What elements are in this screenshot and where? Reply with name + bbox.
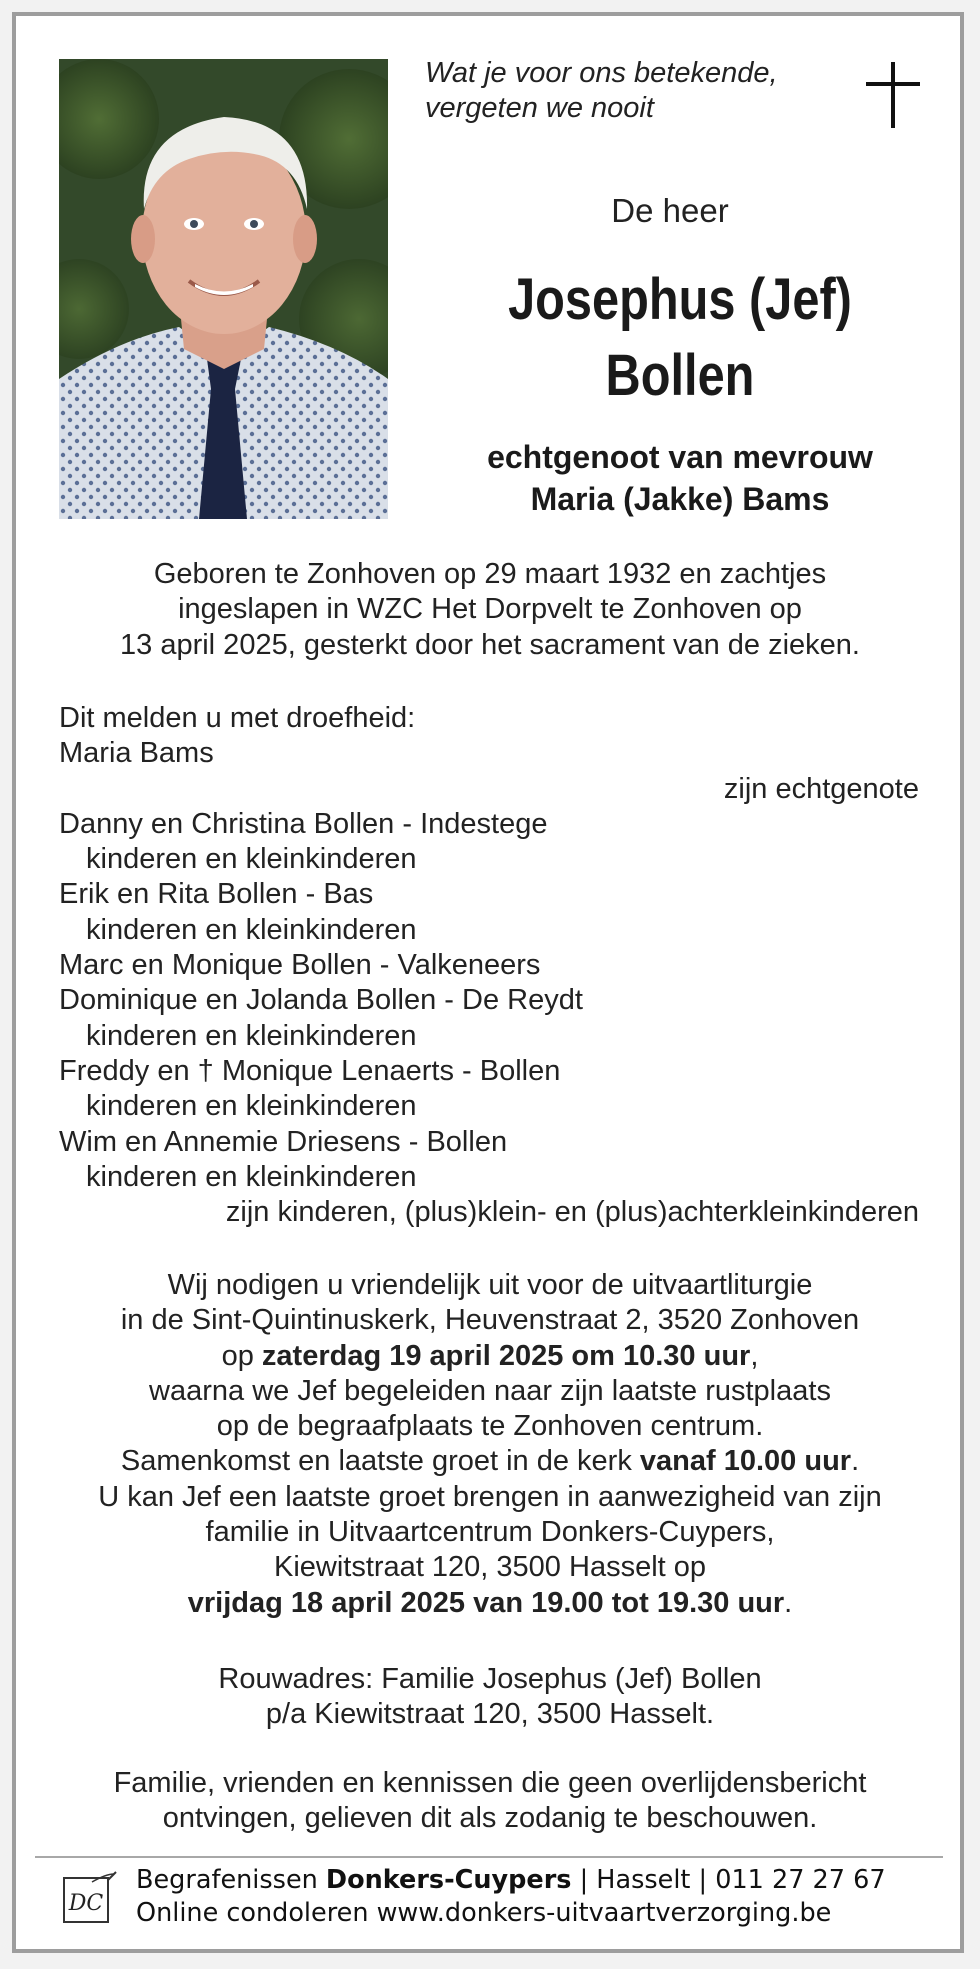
name-line: Josephus (Jef)	[508, 267, 852, 332]
notice-paragraph	[30, 1766, 950, 1837]
invite-line: in de Sint-Quintinuskerk, Heuvenstraat 2, 3520 Zonhoven	[120, 1304, 860, 1337]
invite-line: Wij nodigen u vriendelijk uit voor de uitvaartliturgie	[167, 1269, 813, 1301]
family-child-sub: kinderen en kleinkinderen	[86, 1160, 417, 1193]
condolence-link[interactable]: Online condoleren www.donkers-uitvaartverzorging.be	[136, 1898, 832, 1928]
invite-line	[30, 1586, 950, 1621]
invite-text: .	[784, 1586, 793, 1619]
family-child-sub: kinderen en kleinkinderen	[86, 843, 417, 876]
notice-line: ontvingen, gelieven dit als zodanig te beschouwen.	[162, 1802, 818, 1835]
invite-text: ,	[750, 1339, 759, 1372]
paragraph-line: ingeslapen in WZC Het Dorpvelt te Zonhoven op	[178, 593, 802, 626]
invite-line: waarna we Jef begeleiden naar zijn laatste rustplaats	[149, 1374, 831, 1407]
quote-line: Wat je voor ons betekende,	[425, 57, 778, 89]
family-child-name: Danny en Christina Bollen - Indestege	[59, 807, 548, 840]
latin-cross-icon	[866, 62, 920, 128]
paragraph-line: 13 april 2025, gesterkt door het sacrament van de zieken.	[120, 628, 860, 661]
invite-line: U kan Jef een laatste groet brengen in aanwezigheid van zijn	[98, 1480, 882, 1513]
memorial-quote	[425, 56, 778, 127]
family-child-sub: kinderen en kleinkinderen	[86, 1019, 417, 1052]
invite-text: Samenkomst en laatste groet in de kerk	[120, 1445, 640, 1478]
birth-death-paragraph	[30, 557, 950, 663]
funeral-invitation	[30, 1268, 950, 1621]
family-child-name: Erik en Rita Bollen - Bas	[59, 878, 374, 911]
invite-line: Kiewitstraat 120, 3500 Hasselt op	[273, 1551, 707, 1584]
family-child-sub: kinderen en kleinkinderen	[86, 913, 417, 946]
footer-line-1	[136, 1864, 886, 1897]
notice-line: Familie, vrienden en kennissen die geen overlijdensbericht	[113, 1767, 867, 1799]
address-line: p/a Kiewitstraat 120, 3500 Hasselt.	[265, 1698, 715, 1731]
footer-text: Begrafenissen	[136, 1865, 326, 1895]
family-spouse-role: zijn echtgenote	[723, 772, 919, 805]
dc-logo-icon	[62, 1870, 118, 1926]
mourning-address	[30, 1662, 950, 1733]
logo-text: DC	[68, 1891, 104, 1916]
portrait-photo	[59, 59, 388, 519]
address-line: Rouwadres: Familie Josephus (Jef) Bollen	[218, 1663, 762, 1695]
company-name: Donkers-Cuypers	[325, 1865, 572, 1895]
footer-text: | Hasselt | 011 27 27 67	[571, 1865, 886, 1895]
paragraph-line: Geboren te Zonhoven op 29 maart 1932 en zachtjes	[153, 558, 827, 590]
invite-line: op de begraafplaats te Zonhoven centrum.	[216, 1410, 764, 1443]
family-child-name: Marc en Monique Bollen - Valkeneers	[59, 949, 541, 982]
spouse-line: Maria (Jakke) Bams	[530, 481, 830, 517]
spouse-heading	[420, 436, 940, 520]
invite-text: .	[851, 1445, 860, 1478]
deceased-name	[462, 262, 899, 414]
footer-divider	[35, 1856, 943, 1858]
family-child-name: Wim en Annemie Driesens - Bollen	[59, 1125, 508, 1158]
invite-line	[30, 1339, 950, 1374]
honorific: De heer	[611, 192, 729, 229]
family-children-role: zijn kinderen, (plus)klein- en (plus)achterkleinkinderen	[225, 1196, 919, 1229]
gathering-time: vanaf 10.00 uur	[639, 1445, 852, 1478]
family-child-name: Dominique en Jolanda Bollen - De Reydt	[59, 984, 583, 1017]
family-spouse-name: Maria Bams	[59, 737, 214, 770]
quote-line: vergeten we nooit	[425, 92, 654, 125]
family-child-name: Freddy en † Monique Lenaerts - Bollen	[59, 1054, 561, 1087]
invite-line	[30, 1444, 950, 1479]
family-intro: Dit melden u met droefheid:	[59, 702, 416, 734]
invite-text: op	[221, 1339, 262, 1372]
spouse-line: echtgenoot van mevrouw	[487, 439, 873, 475]
invite-line: familie in Uitvaartcentrum Donkers-Cuypers,	[205, 1516, 775, 1549]
family-list	[59, 701, 919, 1230]
service-date: zaterdag 19 april 2025 om 10.30 uur	[261, 1339, 751, 1372]
name-line: Bollen	[605, 343, 755, 408]
family-child-sub: kinderen en kleinkinderen	[86, 1090, 417, 1123]
funeral-home-footer	[136, 1864, 886, 1930]
visitation-time: vrijdag 18 april 2025 van 19.00 tot 19.30 uur	[187, 1586, 785, 1619]
